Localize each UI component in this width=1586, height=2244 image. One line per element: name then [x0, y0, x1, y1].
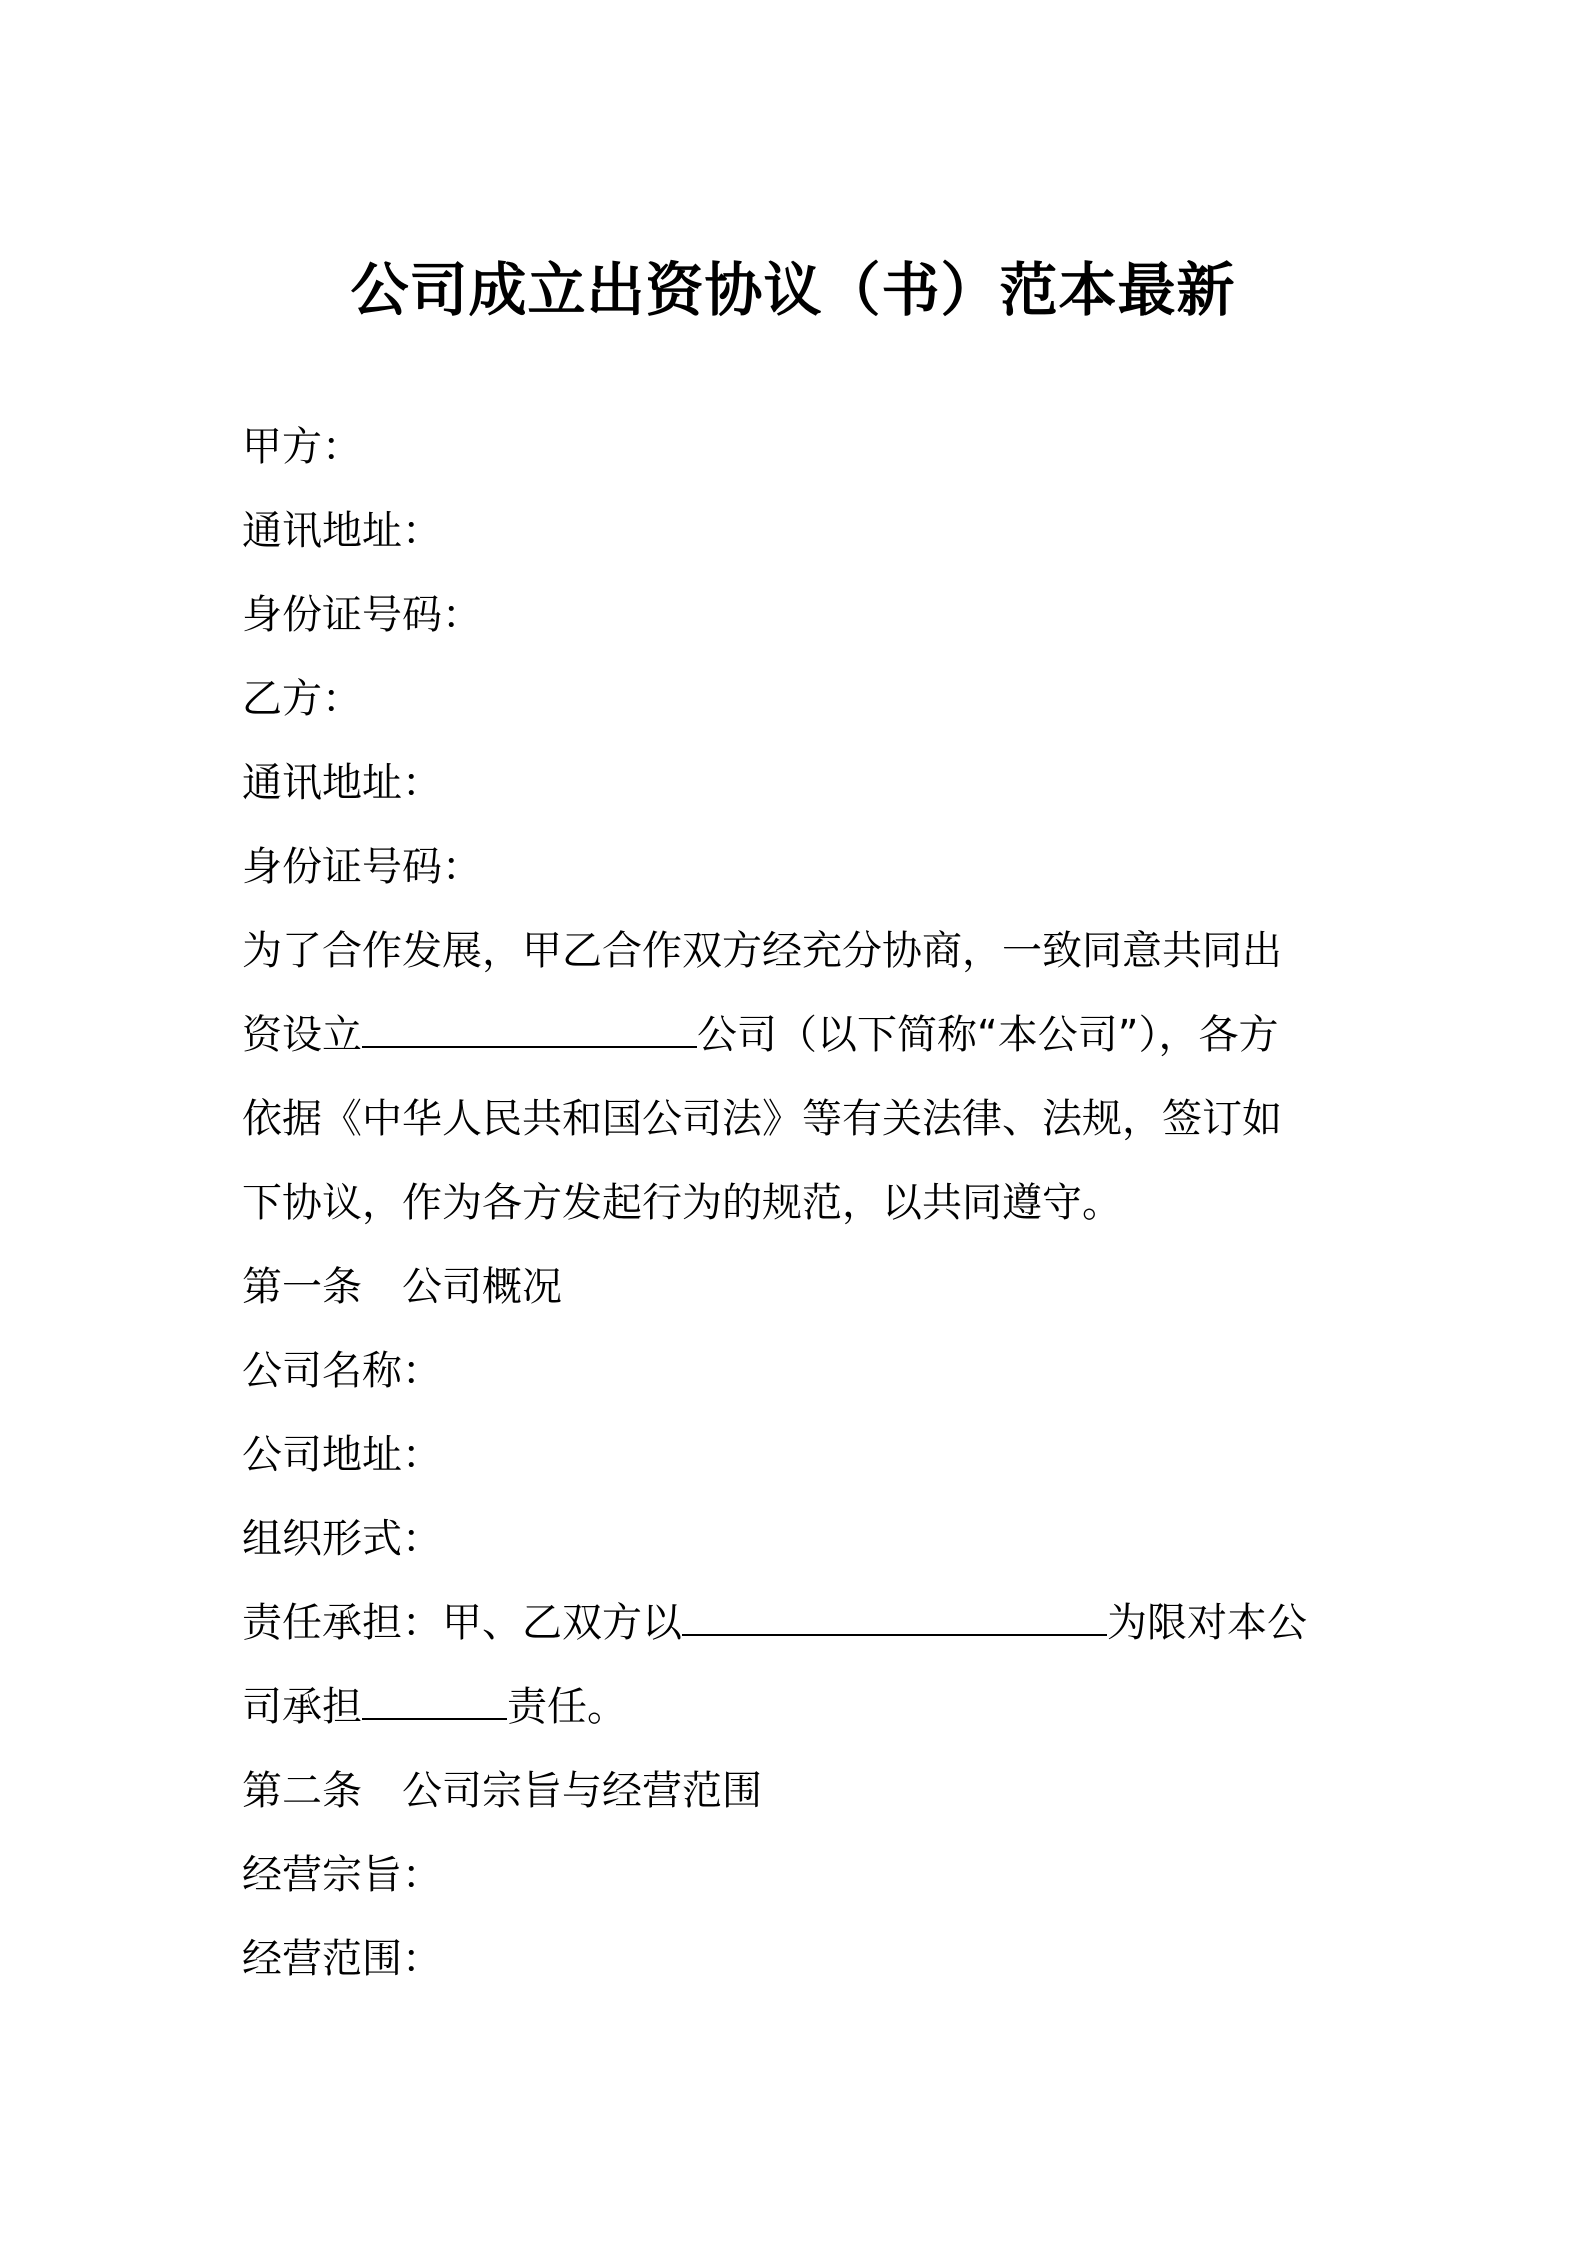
party-a-id-label: 身份证号码： — [242, 592, 482, 638]
party-b-label: 乙方： — [242, 676, 362, 722]
liability-line-2-post: 责任。 — [507, 1684, 627, 1730]
liability-type-blank — [362, 1682, 507, 1720]
preamble-line-3: 依据《中华人民共和国公司法》等有关法律、法规，签订如 — [242, 1096, 1282, 1142]
liability-pre: 责任承担：甲、乙双方以 — [242, 1600, 682, 1646]
company-address-label: 公司地址： — [242, 1432, 442, 1478]
liability-mid: 为限对本公 — [1107, 1600, 1307, 1646]
party-a-label: 甲方： — [242, 424, 362, 470]
preamble-line-4: 下协议，作为各方发起行为的规范，以共同遵守。 — [242, 1180, 1122, 1226]
document-body — [242, 405, 1362, 2001]
document-title: 公司成立出资协议（书）范本最新 — [350, 256, 1236, 324]
party-a-address-label: 通讯地址： — [242, 508, 442, 554]
article-2-heading: 第二条 公司宗旨与经营范围 — [242, 1768, 762, 1814]
preamble-line-2 — [242, 993, 1362, 1077]
organization-form-label: 组织形式： — [242, 1516, 442, 1562]
company-name-label: 公司名称： — [242, 1348, 442, 1394]
preamble-line-1: 为了合作发展，甲乙合作双方经充分协商，一致同意共同出 — [242, 928, 1282, 974]
liability-line-1 — [242, 1581, 1362, 1665]
preamble-line-2-post: 公司（以下简称“本公司”），各方 — [697, 1012, 1279, 1058]
article-1-heading: 第一条 公司概况 — [242, 1264, 562, 1310]
preamble-line-2-pre: 资设立 — [242, 1012, 362, 1058]
company-name-blank — [362, 1010, 697, 1048]
party-b-id-label: 身份证号码： — [242, 844, 482, 890]
party-b-address-label: 通讯地址： — [242, 760, 442, 806]
business-purpose-label: 经营宗旨： — [242, 1852, 442, 1898]
business-scope-label: 经营范围： — [242, 1936, 442, 1982]
liability-line-2-pre: 司承担 — [242, 1684, 362, 1730]
liability-line-2 — [242, 1665, 1362, 1749]
liability-limit-blank — [682, 1598, 1107, 1636]
